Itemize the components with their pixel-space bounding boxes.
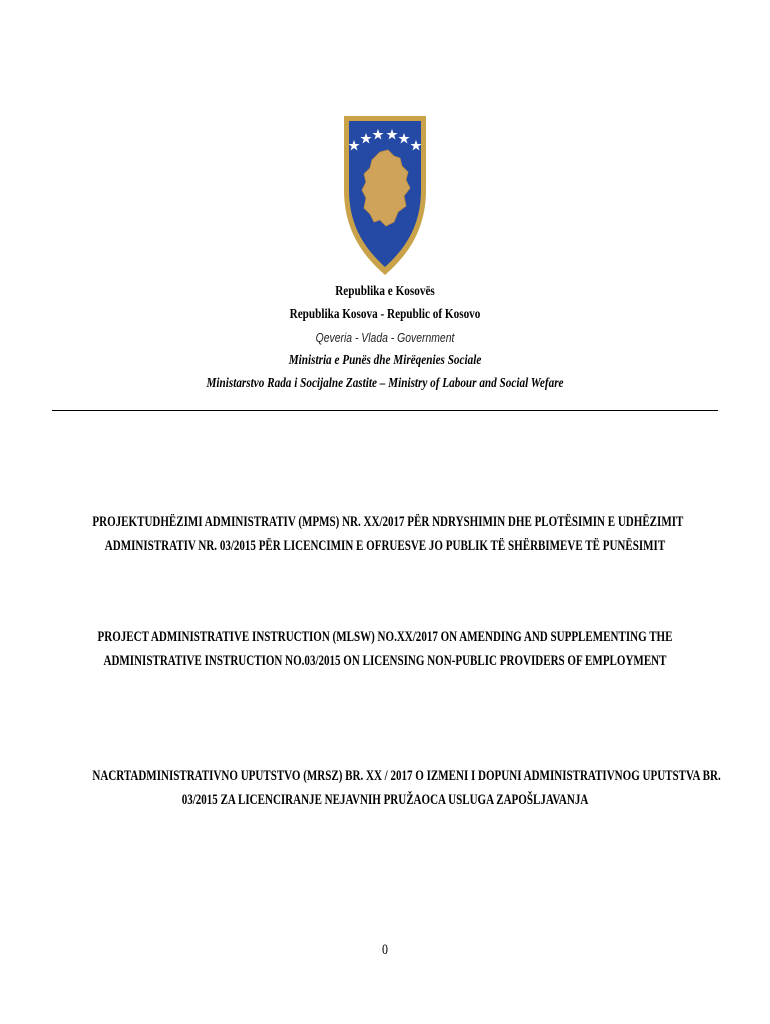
title-serbian-line-1: NACRTADMINISTRATIVNO UPUTSTVO (MRSZ) BR. XX / 2017 O IZMENI I DOPUNI ADMINISTRATIVNOG UPUTSTVA BR. [92, 768, 721, 784]
page-number: 0 [382, 942, 388, 958]
header-divider [52, 410, 718, 411]
institution-header [0, 280, 770, 395]
title-english-line-2: ADMINISTRATIVE INSTRUCTION NO.03/2015 ON LICENSING NON-PUBLIC PROVIDERS OF EMPLOYMENT [103, 653, 667, 669]
header-republic-albanian: Republika e Kosovës [335, 284, 435, 299]
title-albanian-line-1: PROJEKTUDHËZIMI ADMINISTRATIV (MPMS) NR. XX/2017 PËR NDRYSHIMIN DHE PLOTËSIMIN E UDHËZIMIT [92, 514, 684, 530]
header-ministry-albanian: Ministria e Punës dhe Mirëqenies Sociale [288, 353, 482, 368]
title-albanian [0, 510, 770, 558]
title-albanian-line-2: ADMINISTRATIV NR. 03/2015 PËR LICENCIMIN E OFRUESVE JO PUBLIK TË SHËRBIMEVE TË PUNËSIMIT [104, 538, 666, 554]
kosovo-coat-of-arms-icon [340, 110, 430, 278]
title-english-line-1: PROJECT ADMINISTRATIVE INSTRUCTION (MLSW) NO.XX/2017 ON AMENDING AND SUPPLEMENTING THE [97, 629, 673, 645]
header-government: Qeveria - Vlada - Government [315, 330, 455, 345]
header-ministry-serbian-english: Ministarstvo Rada i Socijalne Zastite – Ministry of Labour and Social Wefare [206, 376, 564, 391]
title-english [0, 625, 770, 673]
title-serbian [0, 764, 770, 812]
header-republic-trilingual: Republika Kosova - Republic of Kosovo [289, 307, 481, 322]
title-serbian-line-2: 03/2015 ZA LICENCIRANJE NEJAVNIH PRUŽAOCA USLUGA ZAPOŠLJAVANJA [181, 792, 589, 808]
